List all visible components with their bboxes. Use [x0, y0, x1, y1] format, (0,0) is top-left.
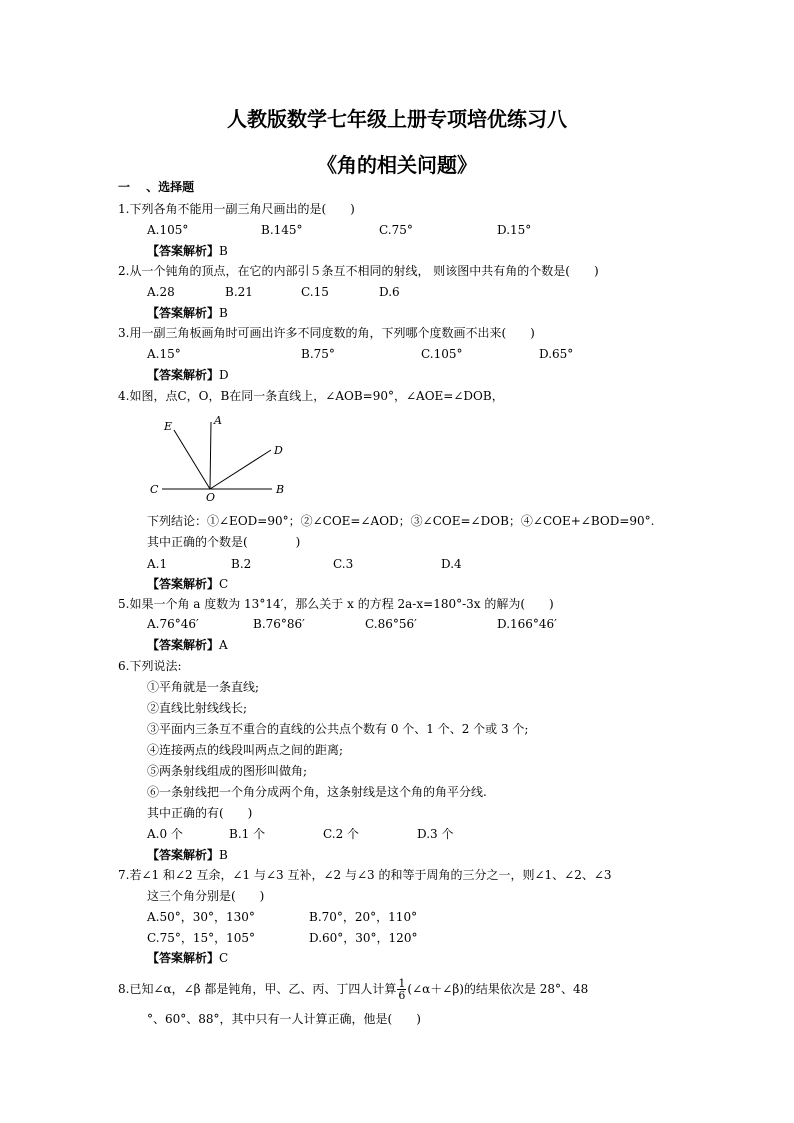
- answer-4: [147, 576, 228, 592]
- answer-value: B: [219, 306, 228, 320]
- document-title: 人教版数学七年级上册专项培优练习八: [227, 107, 567, 131]
- question-3-stem: 3.用一副三角板画角时可画出许多不同度数的角，下列哪个度数画不出来( ): [118, 326, 535, 340]
- question-8-stem-cont: °、60°、88°，其中只有一人计算正确，他是( ): [147, 1012, 421, 1026]
- statement-item: ⑤两条射线组成的图形叫做角;: [147, 764, 308, 778]
- option-d: D.6: [379, 285, 400, 299]
- option-c: C.75°: [379, 223, 413, 237]
- fraction-denominator: 6: [398, 989, 406, 1002]
- option-c: C.105°: [421, 347, 463, 361]
- ray-oe: [174, 430, 210, 489]
- answer-7: [147, 950, 228, 966]
- answer-tag: 【答案解析】: [147, 638, 220, 652]
- answer-3: [147, 367, 229, 383]
- option-d: D.166°46′: [497, 617, 557, 631]
- answer-tag: 【答案解析】: [147, 368, 220, 382]
- option-a: A.28: [147, 285, 175, 299]
- fraction-numerator: 1: [398, 977, 406, 990]
- answer-value: B: [219, 244, 228, 258]
- statement-item: ④连接两点的线段叫两点之间的距离;: [147, 743, 344, 757]
- label-c: C: [150, 483, 159, 496]
- option-d: D.4: [441, 557, 462, 571]
- angle-figure: [140, 408, 300, 503]
- answer-tag: 【答案解析】: [147, 951, 220, 965]
- answer-6: [147, 847, 228, 863]
- answer-value: D: [219, 368, 229, 382]
- option-b: B.75°: [301, 347, 335, 361]
- option-a: A.0 个: [147, 827, 183, 841]
- label-d: D: [274, 444, 283, 457]
- option-b: B.21: [225, 285, 253, 299]
- option-b: B.1 个: [229, 827, 266, 841]
- question-7-stem: 7.若∠1 和∠2 互余，∠1 与∠3 互补，∠2 与∠3 的和等于周角的三分之一，则∠1、∠2、∠3: [118, 868, 612, 882]
- answer-value: A: [219, 638, 228, 652]
- section-heading: 一 、选择题: [118, 180, 195, 194]
- option-b: B.70°，20°，110°: [309, 910, 418, 924]
- question-7-stem-cont: 这三个角分别是( ): [147, 889, 265, 903]
- document-subtitle: 《角的相关问题》: [317, 153, 477, 177]
- option-b: B.76°86′: [253, 617, 305, 631]
- question-4-stem: 4.如图，点C，O，B在同一条直线上，∠AOB=90°，∠AOE=∠DOB，: [118, 389, 504, 403]
- answer-2: [147, 305, 228, 321]
- label-e: E: [164, 420, 173, 433]
- option-a: A.15°: [147, 347, 181, 361]
- option-b: B.2: [231, 557, 252, 571]
- answer-tag: 【答案解析】: [147, 848, 220, 862]
- question-8-text-b: (∠α＋∠β)的结果依次是 28°、48: [407, 982, 589, 996]
- question-8-text-a: 8.已知∠α，∠β 都是钝角，甲、乙、丙、丁四人计算: [118, 982, 397, 996]
- option-c: C.2 个: [323, 827, 360, 841]
- answer-tag: 【答案解析】: [147, 244, 220, 258]
- option-d: D.65°: [539, 347, 574, 361]
- statement-item: ①平角就是一条直线;: [147, 680, 260, 694]
- question-6-stem: 6.下列说法:: [118, 659, 182, 673]
- answer-5: [147, 637, 228, 653]
- option-c: C.75°，15°，105°: [147, 931, 256, 945]
- question-6-ask: 其中正确的有( ): [147, 806, 253, 820]
- option-c: C.15: [301, 285, 329, 299]
- option-a: A.76°46′: [147, 617, 199, 631]
- answer-value: C: [219, 577, 229, 591]
- label-o: O: [206, 491, 216, 503]
- option-d: D.3 个: [417, 827, 454, 841]
- label-b: B: [276, 483, 285, 496]
- ray-oa: [210, 422, 211, 489]
- statement-item: ③平面内三条互不重合的直线的公共点个数有 0 个、1 个、2 个或 3 个;: [147, 722, 529, 736]
- statement-item: ⑥一条射线把一个角分成两个角，这条射线是这个角的角平分线.: [147, 785, 487, 799]
- question-4-conclusions: 下列结论：①∠EOD=90°；②∠COE=∠AOD；③∠COE=∠DOB；④∠COE+∠BOD=90°.: [147, 514, 655, 528]
- answer-value: C: [219, 951, 229, 965]
- statement-item: ②直线比射线线长;: [147, 701, 248, 715]
- option-d: D.15°: [497, 223, 532, 237]
- option-a: A.1: [147, 557, 168, 571]
- ray-od: [210, 450, 271, 489]
- question-5-stem: 5.如果一个角 a 度数为 13°14′，那么关于 x 的方程 2a-x=180°-3x 的解为( ): [118, 597, 554, 611]
- answer-1: [147, 243, 228, 259]
- option-c: C.3: [333, 557, 354, 571]
- answer-tag: 【答案解析】: [147, 577, 220, 591]
- option-b: B.145°: [261, 223, 303, 237]
- question-1-stem: 1.下列各角不能用一副三角尺画出的是( ): [118, 202, 355, 216]
- answer-value: B: [219, 848, 228, 862]
- label-a: A: [214, 414, 222, 427]
- fraction: [397, 978, 406, 1001]
- question-8-stem: [118, 978, 588, 1001]
- option-c: C.86°56′: [365, 617, 417, 631]
- option-a: A.50°，30°，130°: [147, 910, 255, 924]
- question-4-ask: 其中正确的个数是( ): [147, 535, 301, 549]
- option-d: D.60°，30°，120°: [309, 931, 418, 945]
- answer-tag: 【答案解析】: [147, 306, 220, 320]
- question-2-stem: 2.从一个钝角的顶点，在它的内部引５条互不相同的射线， 则该图中共有角的个数是( ): [118, 264, 599, 278]
- option-a: A.105°: [147, 223, 189, 237]
